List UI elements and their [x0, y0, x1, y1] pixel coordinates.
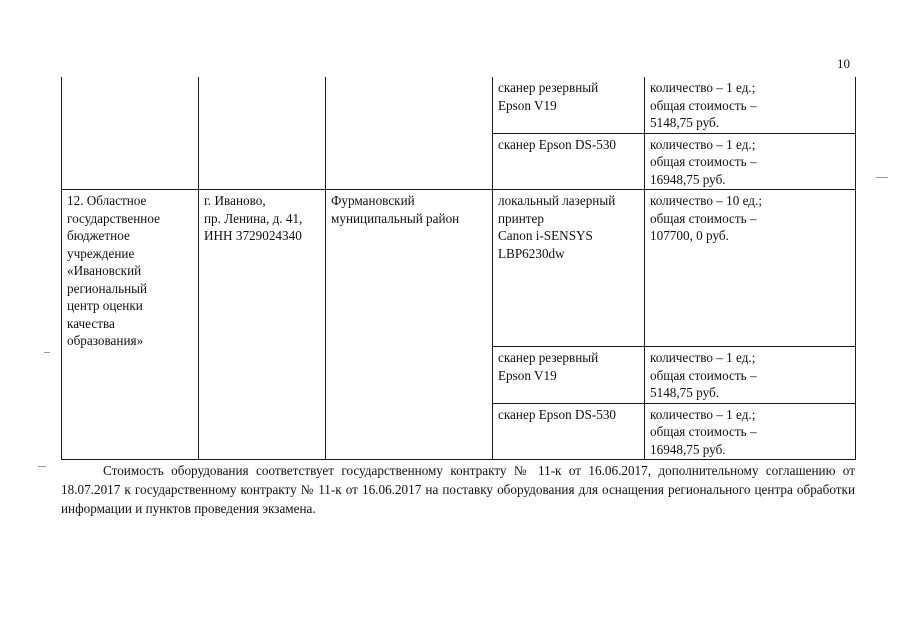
table-row	[62, 77, 856, 133]
organization-cell: 12. Областное государственное бюджетное учреждение «Ивановский региональный центр оценки качества образования»	[62, 190, 199, 460]
equipment-cell: сканер резервный Epson V19	[493, 77, 645, 133]
equipment-table	[61, 77, 856, 460]
address-cell: г. Иваново, пр. Ленина, д. 41, ИНН 3729024340	[199, 190, 326, 460]
equipment-cell: сканер Epson DS-530	[493, 133, 645, 190]
equipment-cell: сканер резервный Epson V19	[493, 347, 645, 404]
scan-mark	[876, 177, 888, 178]
table-row	[62, 190, 856, 347]
details-cell: количество – 1 ед.; общая стоимость – 5148,75 руб.	[645, 347, 856, 404]
equipment-cell: сканер Epson DS-530	[493, 403, 645, 460]
address-cell-continued	[199, 77, 326, 190]
org-cell-continued	[62, 77, 199, 190]
footer-paragraph: Стоимость оборудования соответствует государственному контракту № 11-к от 16.06.2017, дополнительному соглашению от 18.07.2017 к государственному контракту № 11-к от 16.06.2017 на поставку оборудования для оснащения регионального центра обработки информации и пунктов проведения экзамена.	[61, 463, 855, 516]
details-cell: количество – 1 ед.; общая стоимость – 16948,75 руб.	[645, 133, 856, 190]
page-number: 10	[837, 56, 850, 71]
equipment-cell: локальный лазерный принтер Canon i-SENSYS LBP6230dw	[493, 190, 645, 347]
scan-mark	[44, 352, 50, 353]
district-cell: Фурмановский муниципальный район	[326, 190, 493, 460]
scan-mark	[38, 466, 46, 467]
details-cell: количество – 1 ед.; общая стоимость – 16948,75 руб.	[645, 403, 856, 460]
details-cell: количество – 1 ед.; общая стоимость – 5148,75 руб.	[645, 77, 856, 133]
details-cell: количество – 10 ед.; общая стоимость – 107700, 0 руб.	[645, 190, 856, 347]
district-cell-continued	[326, 77, 493, 190]
